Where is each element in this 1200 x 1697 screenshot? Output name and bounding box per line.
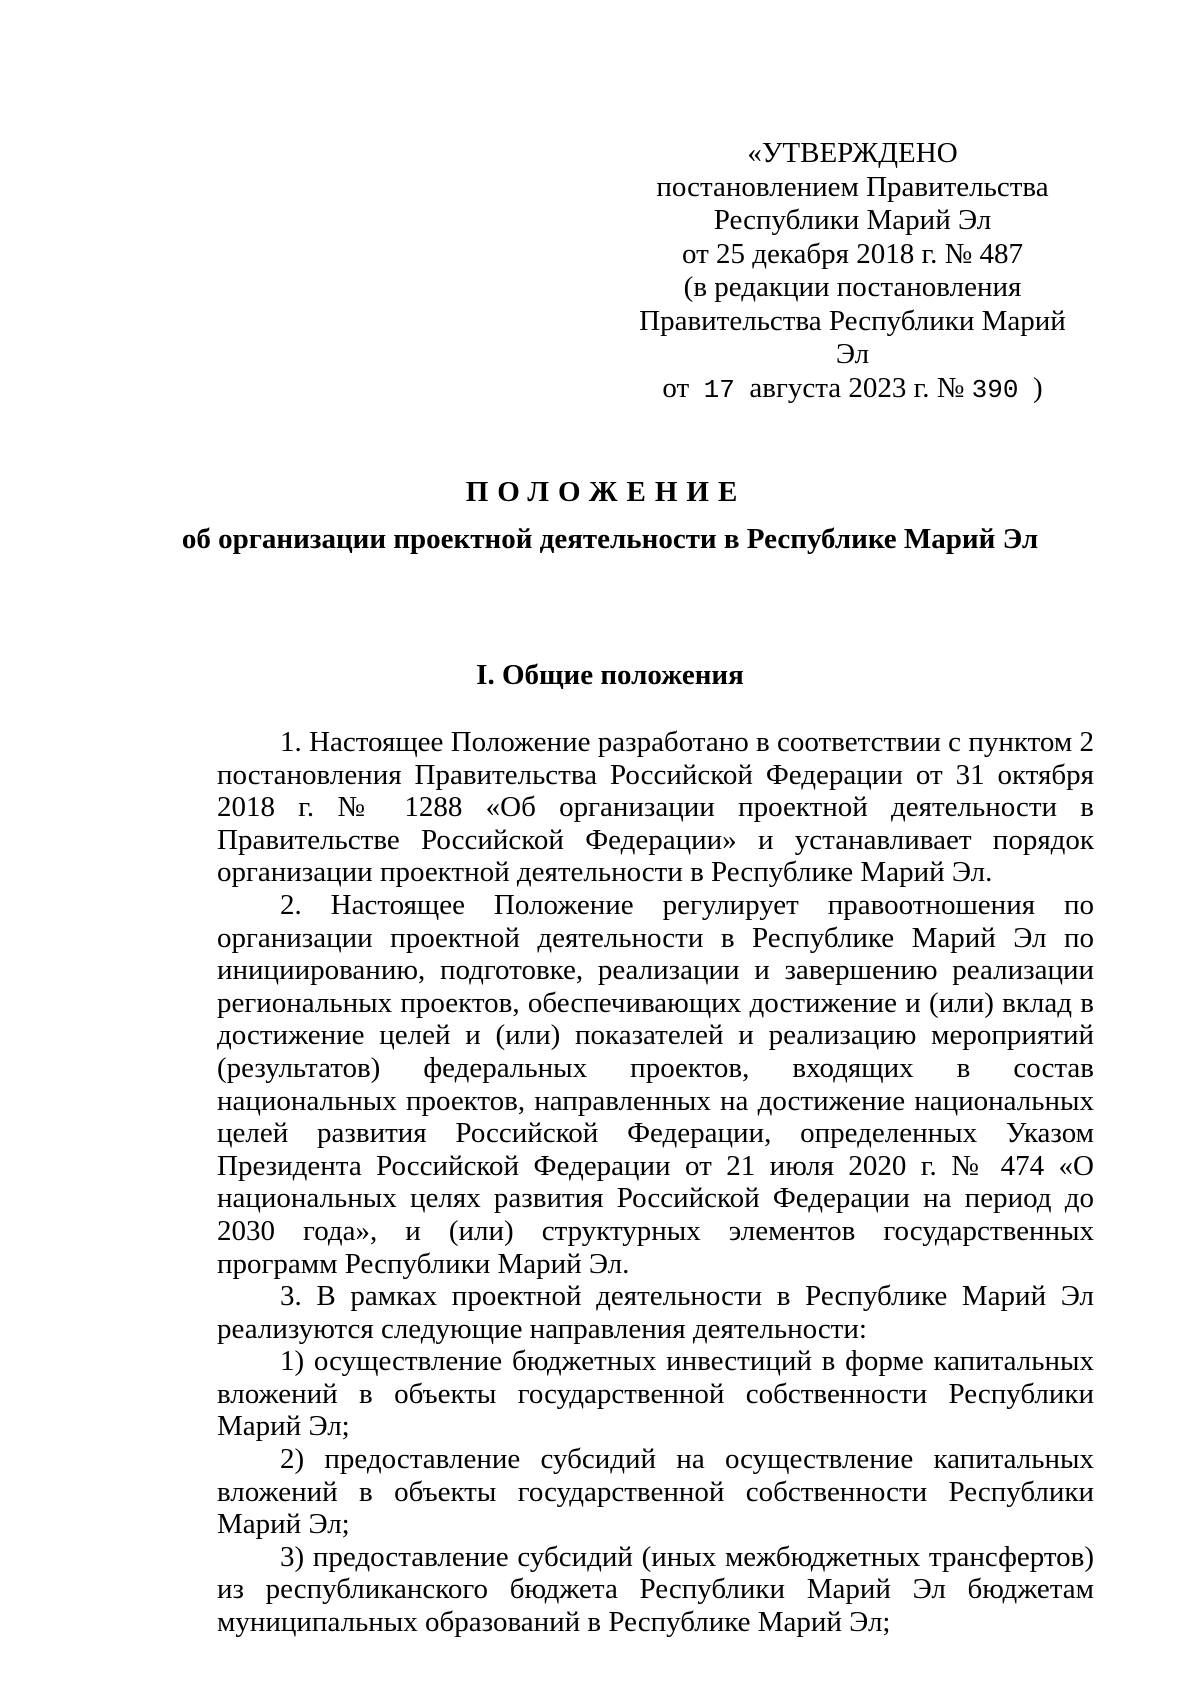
document-title: ПОЛОЖЕНИЕ (465, 476, 747, 508)
paragraph-3-item-2: 2) предоставление субсидий на осуществление капитальных вложений в объекты государственной собственности Республики Марий Эл; (217, 1443, 1094, 1541)
approval-line-decree: постановлением Правительства (656, 170, 1049, 203)
approval-stamp-block (620, 137, 1085, 407)
amendment-suffix: ) (1032, 371, 1043, 404)
approval-line-amendment-date (620, 372, 1085, 408)
document-subtitle: об организации проектной деятельности в Республике Марий Эл (181, 523, 1039, 555)
amendment-number: 390 (971, 374, 1019, 405)
paragraph-2: 2. Настоящее Положение регулирует правоотношения по организации проектной деятельности в Республике Марий Эл по инициированию, подготовке, реализации и завершению реализации региональных проектов, обеспечивающих достижение и (или) вклад в достижение целей и (или) показателей и реализацию мероприятий (результатов) федеральных проектов, входящих в состав национальных проектов, направленных на достижение национальных целей развития Российской Федерации, определенных Указом Президента Российской Федерации от 21 июля 2020 г. № 474 «О национальных целях развития Российской Федерации на период до 2030 года», и (или) структурных элементов государственных программ Республики Марий Эл. (217, 888, 1094, 1280)
paragraph-3-item-3: 3) предоставление субсидий (иных межбюджетных трансфертов) из республиканского бюджета Республики Марий Эл бюджетам муниципальных образований в Республике Марий Эл; (217, 1540, 1094, 1639)
approval-line-edition: (в редакции постановления (683, 271, 1022, 303)
approval-line-approved: «УТВЕРЖДЕНО (747, 137, 958, 169)
paragraph-1: 1. Настоящее Положение разработано в соответствии с пунктом 2 постановления Правительства Российской Федерации от 31 октября 2018 г. № 1288 «Об организации проектной деятельности в Правительстве Российской Федерации» и устанавливает порядок организации проектной деятельности в Республике Марий Эл. (217, 726, 1094, 889)
approval-line-date: от 25 декабря 2018 г. № 487 (681, 237, 1024, 270)
section-body (217, 726, 1094, 1639)
section-heading: I. Общие положения (476, 659, 744, 691)
amendment-prefix: от (662, 371, 690, 404)
approval-line-republic: Республики Марий Эл (713, 204, 992, 236)
paragraph-3-item-1: 1) осуществление бюджетных инвестиций в форме капитальных вложений в объекты государственной собственности Республики Марий Эл; (217, 1345, 1094, 1443)
amendment-day: 17 (703, 374, 735, 405)
amendment-month-year: августа 2023 г. № (749, 371, 965, 404)
paragraph-3: 3. В рамках проектной деятельности в Республике Марий Эл реализуются следующие направления деятельности: (217, 1280, 1094, 1345)
approval-line-government: Правительства Республики Марий Эл (639, 304, 1066, 370)
